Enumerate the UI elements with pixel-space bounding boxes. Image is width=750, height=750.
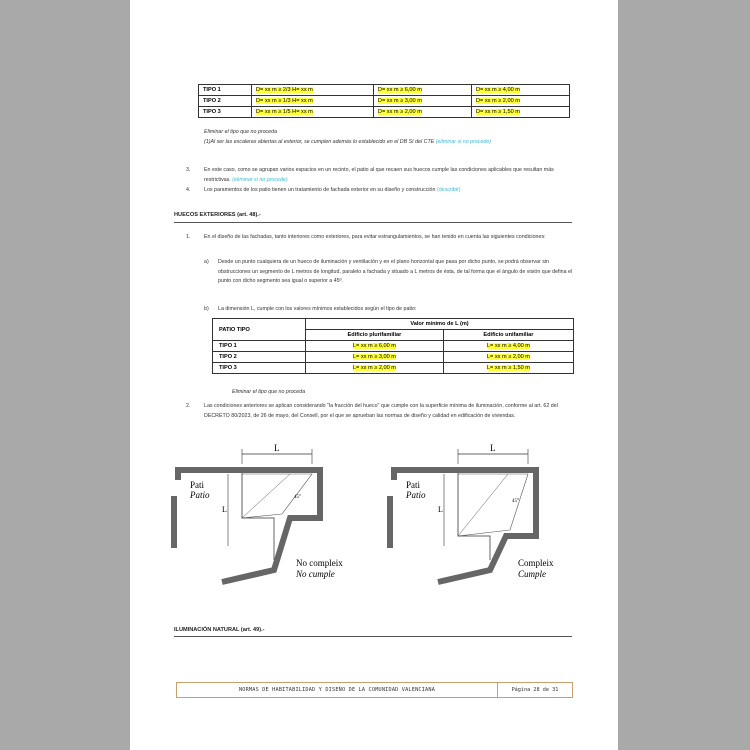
highlighted-value: D= xx m ≥ 1,50 m: [475, 109, 520, 115]
status-va: Compleix: [518, 558, 554, 568]
patio-diagram-cumple: [386, 440, 586, 590]
table-header-row: [213, 319, 574, 330]
table-row: [213, 363, 574, 374]
patio-diagram-no-cumple: [170, 440, 370, 590]
list-item-text: En el diseño de las fachadas, tanto interiores como exteriores, para evitar estrangulamientos, se han tenido en cuenta las siguientes condiciones:: [204, 234, 546, 240]
sublist-text: La dimensión L, cumple con los valores mínimos establecidos según el tipo de patio:: [218, 306, 417, 312]
footer-page-number: Página 28 de 31: [511, 687, 559, 693]
highlighted-value: L= xx m ≥ 6,00 m: [352, 343, 396, 349]
table-row: [199, 107, 570, 118]
patio-label-va: Pati: [406, 480, 421, 490]
page-footer: [176, 682, 573, 698]
patio-label-va: Pati: [190, 480, 205, 490]
dimension-l-table: [212, 318, 574, 374]
header-plurifamiliar: Edificio plurifamiliar: [306, 330, 444, 341]
list-number: 1.: [186, 234, 191, 240]
tipo-cell: TIPO 1: [199, 85, 252, 96]
sublist-label: a): [204, 259, 209, 265]
value-cell: [471, 96, 569, 107]
dimension-label: L: [490, 443, 496, 453]
facade-line: [458, 470, 490, 560]
value-cell: [306, 341, 444, 352]
status-es: No cumple: [296, 569, 335, 579]
remove-type-note: Eliminar el tipo que no proceda: [232, 389, 306, 395]
highlighted-value: L= xx m ≥ 2,00 m: [352, 365, 396, 371]
tipo-cell: TIPO 1: [213, 341, 306, 352]
highlighted-value: D= xx m ≥ 4,00 m: [475, 87, 520, 93]
patio-distance-table: [198, 84, 570, 118]
list-number: 4.: [186, 187, 191, 193]
highlighted-value: L= xx m ≥ 1,50 m: [486, 365, 530, 371]
list-item: [204, 166, 576, 185]
vision-line: [458, 474, 508, 536]
value-cell: [373, 96, 471, 107]
value-cell: [252, 96, 374, 107]
footnote-1: [204, 138, 576, 148]
patio-label-es: Patio: [406, 490, 426, 500]
tipo-cell: TIPO 2: [199, 96, 252, 107]
footnote-text: (1)Al ser las escaleras abiertas al exterior, se cumplen además lo establecido en el DB SI del CTE: [204, 139, 435, 145]
value-cell: [306, 352, 444, 363]
dimension-label: L: [274, 443, 280, 453]
value-cell: [443, 352, 573, 363]
document-page: [130, 0, 618, 750]
tipo-cell: TIPO 3: [199, 107, 252, 118]
remove-note: (eliminar si no procede): [232, 176, 288, 183]
header-valor-minimo: Valor mínimo de L (m): [306, 319, 574, 330]
sublist-label: b): [204, 306, 209, 312]
table-row: [199, 85, 570, 96]
vision-triangle: [458, 474, 528, 536]
status-va: No compleix: [296, 558, 343, 568]
highlighted-value: D= xx m ≥ 3,00 m: [377, 98, 422, 104]
list-number: 3.: [186, 167, 191, 173]
tipo-cell: TIPO 3: [213, 363, 306, 374]
section-divider: [174, 222, 572, 223]
status-es: Cumple: [518, 569, 546, 579]
value-cell: [252, 107, 374, 118]
highlighted-value: D= xx m ≥ 6,00 m: [377, 87, 422, 93]
footnote-remove-note: (eliminar si no procede): [435, 139, 492, 145]
highlighted-value: D= xx m ≥ 2/3 H= xx m: [256, 87, 313, 93]
value-cell: [443, 341, 573, 352]
value-cell: [306, 363, 444, 374]
section-divider: [174, 636, 572, 637]
list-number: 2.: [186, 403, 191, 409]
highlighted-value: D= xx m ≥ 1/3 H= xx m: [256, 98, 313, 104]
value-cell: [373, 85, 471, 96]
patio-label-es: Patio: [190, 490, 210, 500]
angle-label: 45°: [294, 495, 301, 500]
table-row: [199, 96, 570, 107]
highlighted-value: D= xx m ≥ 2,00 m: [377, 109, 422, 115]
describe-note: (describir): [436, 187, 461, 193]
list-item-text: Los paramentos de los patio tienen un tratamiento de fachada exterior en su diseño y construcción: [204, 187, 436, 193]
highlighted-value: L= xx m ≥ 2,00 m: [486, 354, 530, 360]
value-cell: [471, 85, 569, 96]
header-unifamiliar: Edificio unifamiliar: [443, 330, 573, 341]
value-cell: [252, 85, 374, 96]
highlighted-value: L= xx m ≥ 4,00 m: [486, 343, 530, 349]
remove-type-note: Eliminar el tipo que no proceda: [204, 129, 278, 135]
highlighted-value: L= xx m ≥ 3,00 m: [352, 354, 396, 360]
value-cell: [373, 107, 471, 118]
tipo-cell: TIPO 2: [213, 352, 306, 363]
section-title-iluminacion: ILUMINACIÓN NATURAL (art. 49).-: [174, 627, 265, 633]
table-row: [213, 352, 574, 363]
angle-label: 45°: [512, 499, 519, 504]
value-cell: [471, 107, 569, 118]
highlighted-value: D= xx m ≥ 1/5 H= xx m: [256, 109, 313, 115]
list-item: [204, 186, 576, 196]
table-row: [213, 341, 574, 352]
sublist-text: Desde un punto cualquiera de un hueco de iluminación y ventilación y en el plano horizontal que pasa por dicho punto, se podrá observar sin obstrucciones un segmento de L metros de longitud, paralelo a fachada y situado a L metros de ésta, de tal forma que el ángulo de visión que defina el punto con dicho segmento sea igual o superior a 45º.: [218, 259, 573, 284]
list-item-text: Las condiciones anteriores se aplican considerando "la fracción del hueco" que cumple con la superficie mínima de iluminación, conforme al art. 62 del DECRETO 80/2023, de 26 de mayo, del Consell, por el que se aprueban las normas de diseño y calidad en edificación de viviendas.: [204, 403, 558, 419]
section-title-huecos: HUECOS EXTERIORES (art. 48).-: [174, 212, 261, 218]
dimension-label-vertical: L: [438, 505, 443, 514]
footer-document-title: NORMAS DE HABITABILIDAD Y DISEÑO DE LA COMUNIDAD VALENCIANA: [177, 683, 498, 697]
highlighted-value: D= xx m ≥ 2,00 m: [475, 98, 520, 104]
list-item-text: En este caso, como se agrupan varios espacios en un recinto, el patio al que recaen sus huecos cumple las condiciones aplicables que resultan más restrictivas.: [204, 167, 554, 183]
dimension-label-vertical: L: [222, 505, 227, 514]
value-cell: [443, 363, 573, 374]
header-patio-tipo: PATIO TIPO: [213, 319, 306, 341]
